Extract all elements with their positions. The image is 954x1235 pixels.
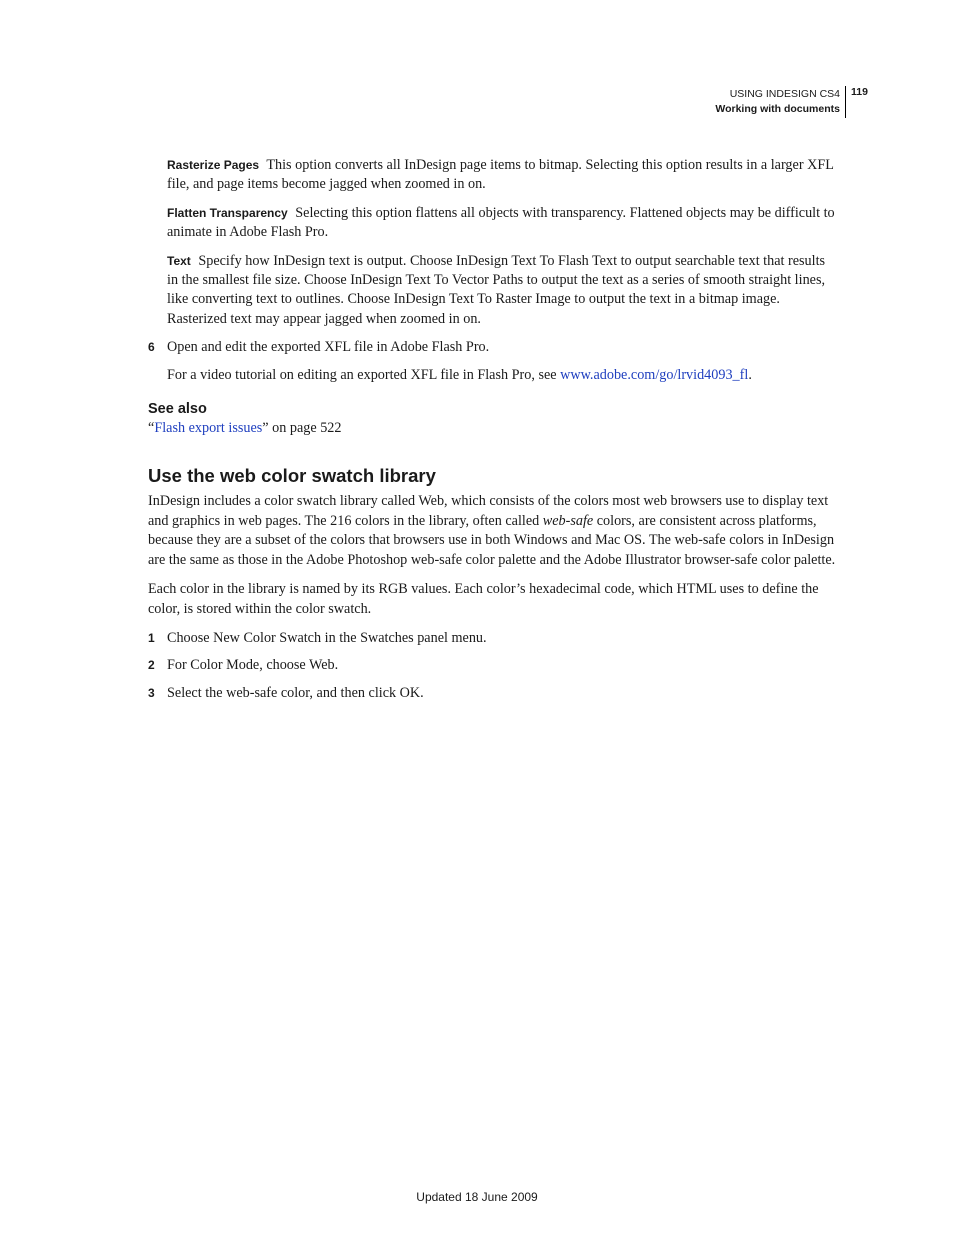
paragraph-text: InDesign includes a color swatch library called Web, which consists of the colors most web browsers use to display text and graphics in web pages. The 216 colors in the library, often called <box>148 493 829 529</box>
option-text <box>148 252 838 330</box>
section-heading: Use the web color swatch library <box>148 465 436 487</box>
see-also-entry <box>148 419 838 438</box>
step-3 <box>148 684 838 703</box>
video-note-prefix: For a video tutorial on editing an exported XFL file in Flash Pro, see <box>167 366 561 383</box>
step-number: 2 <box>148 658 155 673</box>
option-flatten-transparency <box>148 204 838 243</box>
video-note-suffix: . <box>748 366 752 383</box>
step-text: For Color Mode, choose Web. <box>167 657 339 674</box>
option-description: Specify how InDesign text is output. Choose InDesign Text To Flash Text to output searchable text that results in the smallest file size. Choose InDesign Text To Vector Paths to output the text as a series of smooth straight lines, like converting text to outlines. Choose InDesign Text To Raster Image to output the text in a bitmap image. Rasterized text may appear jagged when zoomed in on. <box>167 252 826 327</box>
option-term: Text <box>167 253 191 268</box>
video-tutorial-link[interactable]: www.adobe.com/go/lrvid4093_fl <box>560 366 749 383</box>
page-body <box>148 156 838 711</box>
section-paragraph-1 <box>148 492 838 570</box>
running-header <box>715 87 840 117</box>
paragraph-text: colors, are consistent across platforms, because they are a subset of the colors that browsers use in both Windows and Mac OS. The web-safe colors in InDesign are the same as those in the Adobe Photoshop web-safe color palette and the Adobe Illustrator browser-safe color palette. <box>148 512 836 568</box>
step-2 <box>148 656 838 675</box>
emphasis-web-safe: web-safe <box>542 512 594 529</box>
option-term: Rasterize Pages <box>167 158 260 172</box>
see-also-page-ref: ” on page 522 <box>262 420 342 437</box>
section-paragraph-2: Each color in the library is named by its RGB values. Each color’s hexadecimal code, which HTML uses to define the color, is stored within the color swatch. <box>148 581 819 617</box>
step-1 <box>148 629 838 648</box>
step-text: Open and edit the exported XFL file in Adobe Flash Pro. <box>167 339 490 356</box>
option-term: Flatten Transparency <box>167 205 288 220</box>
step-text: Select the web-safe color, and then click OK. <box>167 684 424 701</box>
see-also-open-quote: “ <box>148 420 155 437</box>
flash-export-issues-link[interactable]: Flash export issues <box>154 420 263 437</box>
option-description: This option converts all InDesign page items to bitmap. Selecting this option results in a larger XFL file, and page items become jagged when zoomed in on. <box>167 157 834 193</box>
video-tutorial-note <box>148 366 838 385</box>
option-rasterize-pages <box>148 156 838 195</box>
step-number: 6 <box>148 340 155 355</box>
step-6 <box>148 338 838 357</box>
step-number: 3 <box>148 685 155 700</box>
header-divider <box>845 86 846 118</box>
document-title: USING INDESIGN CS4 <box>729 88 840 100</box>
page-footer: Updated 18 June 2009 <box>416 1190 538 1204</box>
option-description: Selecting this option flattens all objects with transparency. Flattened objects may be difficult to animate in Adobe Flash Pro. <box>167 204 835 241</box>
step-text: Choose New Color Swatch in the Swatches panel menu. <box>167 629 487 646</box>
see-also-heading: See also <box>148 401 207 418</box>
step-number: 1 <box>148 630 155 645</box>
page-number: 119 <box>851 86 868 98</box>
chapter-title: Working with documents <box>715 103 840 115</box>
